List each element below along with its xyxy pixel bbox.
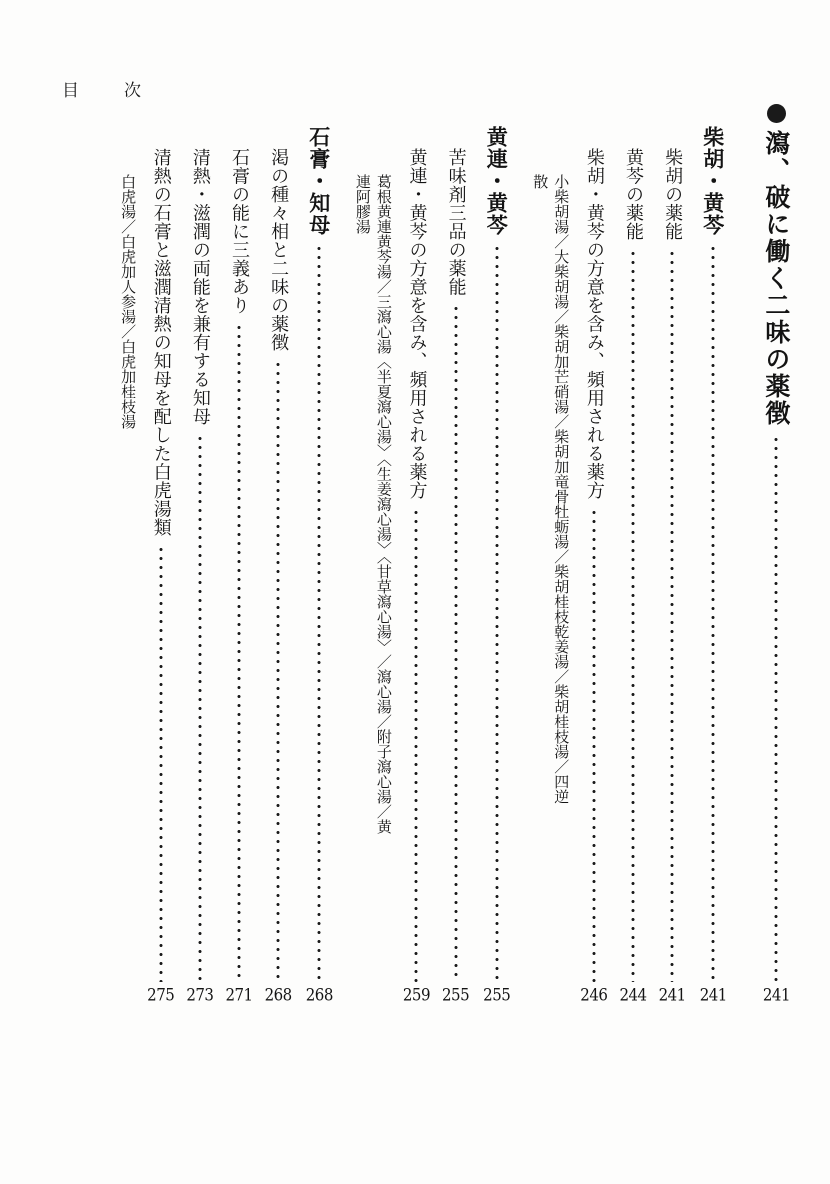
toc-entry-label: 小柴胡湯／大柴胡湯／柴胡加芒硝湯／柴胡加竜骨牡蛎湯／柴胡桂枝乾姜湯／柴胡桂枝湯／四逆 xyxy=(552,174,571,804)
toc-entry-formula-list-oren[interactable] xyxy=(376,104,391,1004)
dot-leader xyxy=(711,244,715,982)
toc-entry-sub-saiko-ogon-houi[interactable] xyxy=(580,104,607,1004)
dot-leader xyxy=(631,249,635,983)
toc-entry-sub-oren-ogon-houi[interactable] xyxy=(403,104,430,1004)
toc-entry-label: 柴胡の薬能 xyxy=(662,148,684,241)
page-number: 255 xyxy=(442,984,470,1006)
page-number: 244 xyxy=(619,984,647,1006)
toc-entry-label: 渇の種々相と二味の薬徴 xyxy=(268,148,290,352)
page-number: 241 xyxy=(699,984,727,1006)
toc-entry-chapter-sha-ha[interactable] xyxy=(763,104,790,1004)
dot-leader xyxy=(495,244,499,982)
toc-entry-label: 黄連・黄芩 xyxy=(484,126,510,236)
page-number: 241 xyxy=(658,984,686,1006)
toc-entry-sub-katsu-no-shujuso[interactable] xyxy=(265,104,292,1004)
table-of-contents xyxy=(40,104,790,1004)
dot-leader xyxy=(276,360,280,983)
toc-entry-sub-kumizai-sanpin[interactable] xyxy=(442,104,469,1004)
toc-entry-formula-list-saiko-cont[interactable] xyxy=(531,104,550,1004)
toc-entry-label: 葛根黄連黄芩湯／三瀉心湯〈半夏瀉心湯〉〈生姜瀉心湯〉〈甘草瀉心湯〉／瀉心湯／附子瀉心湯／黄 xyxy=(374,174,393,834)
dot-leader xyxy=(414,508,418,983)
toc-entry-label: 柴胡・黄芩の方意を含み、頻用される薬方 xyxy=(583,148,605,500)
toc-entry-label: 散 xyxy=(531,174,550,189)
toc-entry-label: 苦味剤三品の薬能 xyxy=(445,148,467,296)
toc-entry-label: 石膏・知母 xyxy=(306,126,332,236)
page-number: 268 xyxy=(305,984,333,1006)
page-number: 275 xyxy=(147,984,175,1006)
dot-leader xyxy=(237,323,241,983)
toc-entry-label: 清熱の石膏と滋潤清熱の知母を配した白虎湯類 xyxy=(150,148,172,537)
running-head: 目 次 xyxy=(62,81,155,101)
toc-entry-label: 白虎湯／白虎加人参湯／白虎加桂枝湯 xyxy=(119,174,138,429)
toc-entry-formula-list-byakko[interactable] xyxy=(119,104,138,1004)
toc-entry-sub-ogon-no-yakuno[interactable] xyxy=(619,104,646,1004)
toc-entry-label: 瀉、破に働く二味の薬徴 xyxy=(761,130,791,427)
dot-leader xyxy=(670,249,674,983)
toc-entry-label: 黄連・黄芩の方意を含み、頻用される薬方 xyxy=(406,148,428,500)
filled-circle-bullet-icon xyxy=(767,104,786,123)
dot-leader xyxy=(774,435,778,982)
toc-entry-section-sekko-chimo[interactable] xyxy=(306,104,333,1004)
toc-entry-sub-sekko-no-no[interactable] xyxy=(225,104,252,1004)
toc-entry-sub-saiko-no-yakuno[interactable] xyxy=(659,104,686,1004)
page-number: 259 xyxy=(402,984,431,1006)
toc-entry-sub-seinetsu-jijun[interactable] xyxy=(186,104,213,1004)
toc-entry-label: 石膏の能に三義あり xyxy=(229,148,251,315)
toc-entry-section-oren-ogon[interactable] xyxy=(483,104,510,1004)
toc-entry-label: 連阿膠湯 xyxy=(353,174,372,234)
toc-entry-label: 柴胡・黄芩 xyxy=(700,126,726,236)
toc-entry-label: 黄芩の薬能 xyxy=(623,148,644,241)
dot-leader xyxy=(198,434,202,983)
toc-entry-sub-byakkoto-rui[interactable] xyxy=(147,104,174,1004)
toc-entry-formula-list-oren-cont[interactable] xyxy=(355,104,370,1004)
page-number: 273 xyxy=(186,984,214,1006)
dot-leader xyxy=(592,508,596,983)
toc-entry-label: 清熱・滋潤の両能を兼有する知母 xyxy=(189,148,211,426)
page-number: 268 xyxy=(264,984,292,1006)
page-number: 271 xyxy=(225,984,253,1006)
page-number: 255 xyxy=(483,984,511,1006)
dot-leader xyxy=(159,545,163,983)
page-number: 241 xyxy=(762,984,790,1006)
page-number: 246 xyxy=(580,984,608,1006)
dot-leader xyxy=(317,244,321,982)
toc-entry-section-saiko-ogon[interactable] xyxy=(700,104,727,1004)
toc-entry-formula-list-saiko[interactable] xyxy=(552,104,571,1004)
dot-leader xyxy=(454,304,458,982)
